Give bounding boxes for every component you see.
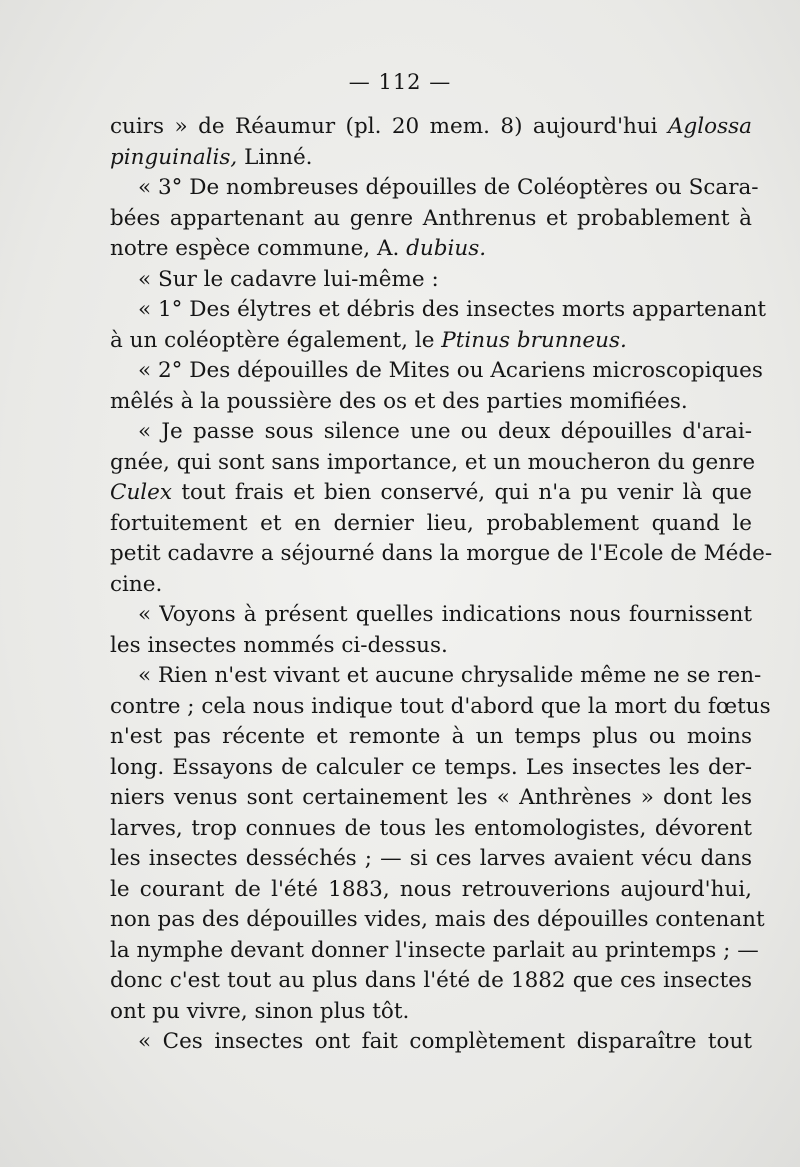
line-text: contre ; cela nous indique tout d'abord que la mort du fœtus (110, 693, 771, 719)
text-line (110, 997, 752, 1028)
text-line (110, 844, 752, 875)
line-text: niers venus sont certainement les « Anthrènes » dont les (110, 785, 752, 810)
line-text: long. Essayons de calculer ce temps. Les insectes les der- (110, 754, 752, 780)
text-line (110, 966, 752, 997)
text-line (110, 936, 759, 967)
text-line (110, 478, 752, 509)
text-line (110, 905, 765, 936)
text-line (110, 631, 752, 662)
line-text: notre espèce commune, A. (110, 236, 407, 261)
text-line (110, 600, 752, 631)
line-text: « Ces insectes ont fait complètement disparaître tout (138, 1029, 752, 1054)
line-text: « Je passe sous silence une ou deux dépouilles d'arai- (138, 419, 752, 444)
text-line (110, 417, 752, 448)
line-text: bées appartenant au genre Anthrenus et probablement à (110, 205, 752, 231)
text-line (110, 692, 771, 723)
line-text: n'est pas récente et remonte à un temps plus ou moins (110, 724, 752, 749)
line-text: larves, trop connues de tous les entomologistes, dévorent (110, 815, 752, 841)
text-line (110, 356, 763, 387)
line-text: « Rien n'est vivant et aucune chrysalide même ne se ren- (138, 663, 762, 688)
text-line (110, 1027, 752, 1058)
line-text: donc c'est tout au plus dans l'été de 1882 que ces insectes (110, 968, 752, 993)
line-text: fortuitement et en dernier lieu, probablement quand le (110, 510, 752, 536)
text-line (110, 509, 752, 540)
text-line (110, 295, 766, 326)
text-line (110, 783, 752, 814)
line-text: non pas des dépouilles vides, mais des dépouilles contenant (110, 907, 765, 932)
text-line (110, 234, 752, 265)
italic-term: pinguinalis, (110, 144, 238, 170)
line-text: ont pu vivre, sinon plus tôt. (110, 998, 410, 1024)
text-line (110, 539, 773, 570)
text-line (110, 173, 759, 204)
text-line (110, 204, 752, 235)
text-line (110, 814, 752, 845)
line-text-after: tout frais et bien conservé, qui n'a pu venir là que (172, 480, 752, 505)
text-line (110, 448, 756, 479)
line-text: les insectes nommés ci-dessus. (110, 632, 448, 658)
text-line (110, 143, 752, 174)
text-line (110, 661, 762, 692)
text-line (110, 326, 752, 357)
page-number: — 112 — (348, 70, 452, 94)
line-text: la nymphe devant donner l'insecte parlait au printemps ; — (110, 937, 759, 963)
text-line (110, 387, 752, 418)
text-line (110, 112, 752, 143)
body-text (110, 112, 773, 1058)
line-text: cuirs » de Réaumur (pl. 20 mem. 8) aujourd'hui (110, 114, 668, 139)
text-line (110, 753, 752, 784)
line-text: « 2° Des dépouilles de Mites ou Acariens microscopiques (138, 358, 763, 383)
line-text: « Voyons à présent quelles indications nous fournissent (138, 602, 752, 627)
line-text: petit cadavre a séjourné dans la morgue de l'Ecole de Méde- (110, 541, 773, 566)
italic-term: Aglossa (668, 114, 752, 139)
italic-term: Culex (110, 480, 173, 505)
line-text: cine. (110, 571, 163, 597)
italic-term: dubius. (406, 236, 487, 261)
line-text: à un coléoptère également, le (110, 327, 442, 353)
text-line (110, 875, 752, 906)
text-line (110, 722, 752, 753)
line-text: le courant de l'été 1883, nous retrouverions aujourd'hui, (110, 876, 752, 902)
text-line (110, 265, 752, 296)
line-text: gnée, qui sont sans importance, et un moucheron du genre (110, 449, 756, 475)
line-text: « 3° De nombreuses dépouilles de Coléoptères ou Scara- (138, 175, 759, 200)
text-line (110, 570, 752, 601)
line-text-after: Linné. (237, 144, 313, 170)
line-text: « 1° Des élytres et débris des insectes morts appartenant (138, 297, 766, 322)
line-text: mêlés à la poussière des os et des parties momifiées. (110, 388, 688, 414)
line-text: les insectes desséchés ; — si ces larves avaient vécu dans (110, 846, 752, 871)
italic-term: Ptinus brunneus. (441, 327, 627, 353)
line-text: « Sur le cadavre lui-même : (138, 266, 439, 292)
